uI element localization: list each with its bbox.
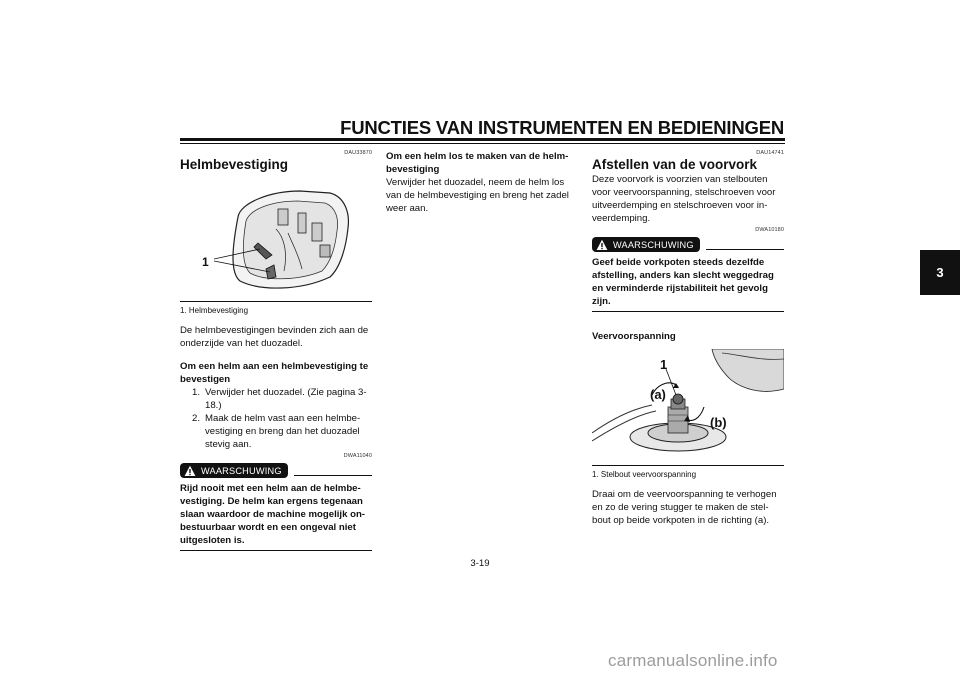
subheading-release: Om een helm los te maken van de helm-bevestiging [386,151,569,175]
figure-caption: 1. Helmbevestiging [180,306,249,315]
section-title-front-fork: Afstellen van de voorvork [592,157,758,172]
warning-ref-code: DWA11040 [343,453,372,459]
page-header-title: FUNCTIES VAN INSTRUMENTEN EN BEDIENINGEN [340,117,784,138]
warning-label: WAARSCHUWING [201,465,282,476]
warning-text: Geef beide vorkpoten steeds dezelfde afstelling, anders kan slecht weggedrag en verminderde rijstabiliteit het gevolg zijn. [592,256,784,312]
section-ref-code: DAU33870 [344,150,372,156]
warning-rule [706,249,784,250]
warning-rule [294,475,372,476]
steps-list [180,386,372,451]
subheading-attach: Om een helm aan een helmbevestiging te bevestigen [180,361,369,385]
list-item: 1. Verwijder het duozadel. (Zie pagina 3-18.) [191,387,367,411]
warning-badge [592,237,700,252]
column-helmet-release [386,150,578,215]
warning-label: WAARSCHUWING [613,239,694,250]
column-helmet-lock [180,150,372,551]
warning-triangle-icon [184,465,196,477]
column-front-fork [592,150,784,527]
fork-adjuster-illustration [592,349,784,463]
fork-intro-paragraph: Deze voorvork is voorzien van stelbouten voor veervoorspanning, stelschroeven voor uitveerdemping en stelschroeven voor in-veerdemping. [592,174,776,224]
seat-underside-illustration [180,173,372,299]
figure-callout-1: 1 [660,357,668,372]
warning-badge [180,463,288,478]
warning-ref-code: DWA10180 [755,227,784,233]
header-rule-thin [180,143,785,144]
warning-header [592,237,784,252]
watermark-link[interactable]: carmanualsonline.info [608,651,778,670]
spring-preload-paragraph: Draai om de veervoorspanning te verhogen en zo de vering stugger te maken de stel-bout op beide vorkpoten in de richting (a). [592,489,777,526]
page-number: 3-19 [470,558,490,569]
figure-helmet-holder [180,173,372,302]
warning-text: Rijd nooit met een helm aan de helmbe-vestiging. De helm kan ergens tegenaan slaan waardoor de machine mogelijk on-bestuurbaar wordt en een ongeval niet uitgesloten is. [180,482,372,551]
figure-spring-preload [592,349,784,466]
warning-header [180,463,372,478]
header-rule [180,138,785,141]
figure-caption: 1. Stelbout veervoorspanning [592,470,697,479]
figure-callout-a: (a) [650,387,666,402]
figure-callout-1: 1 [202,255,209,269]
release-paragraph: Verwijder het duozadel, neem de helm los van de helmbevestiging en breng het zadel weer aan. [386,177,569,214]
figure-callout-b: (b) [710,415,727,430]
list-item: 2. Maak de helm vast aan een helmbe-vestiging en breng dan het duozadel stevig aan. [191,413,361,450]
subheading-spring-preload: Veervoorspanning [592,331,676,342]
chapter-tab: 3 [920,250,960,295]
section-ref-code: DAU14741 [756,150,784,156]
intro-paragraph: De helmbevestigingen bevinden zich aan de onderzijde van het duozadel. [180,325,369,349]
section-title-helmet-holder: Helmbevestiging [180,157,289,172]
warning-triangle-icon [596,239,608,251]
